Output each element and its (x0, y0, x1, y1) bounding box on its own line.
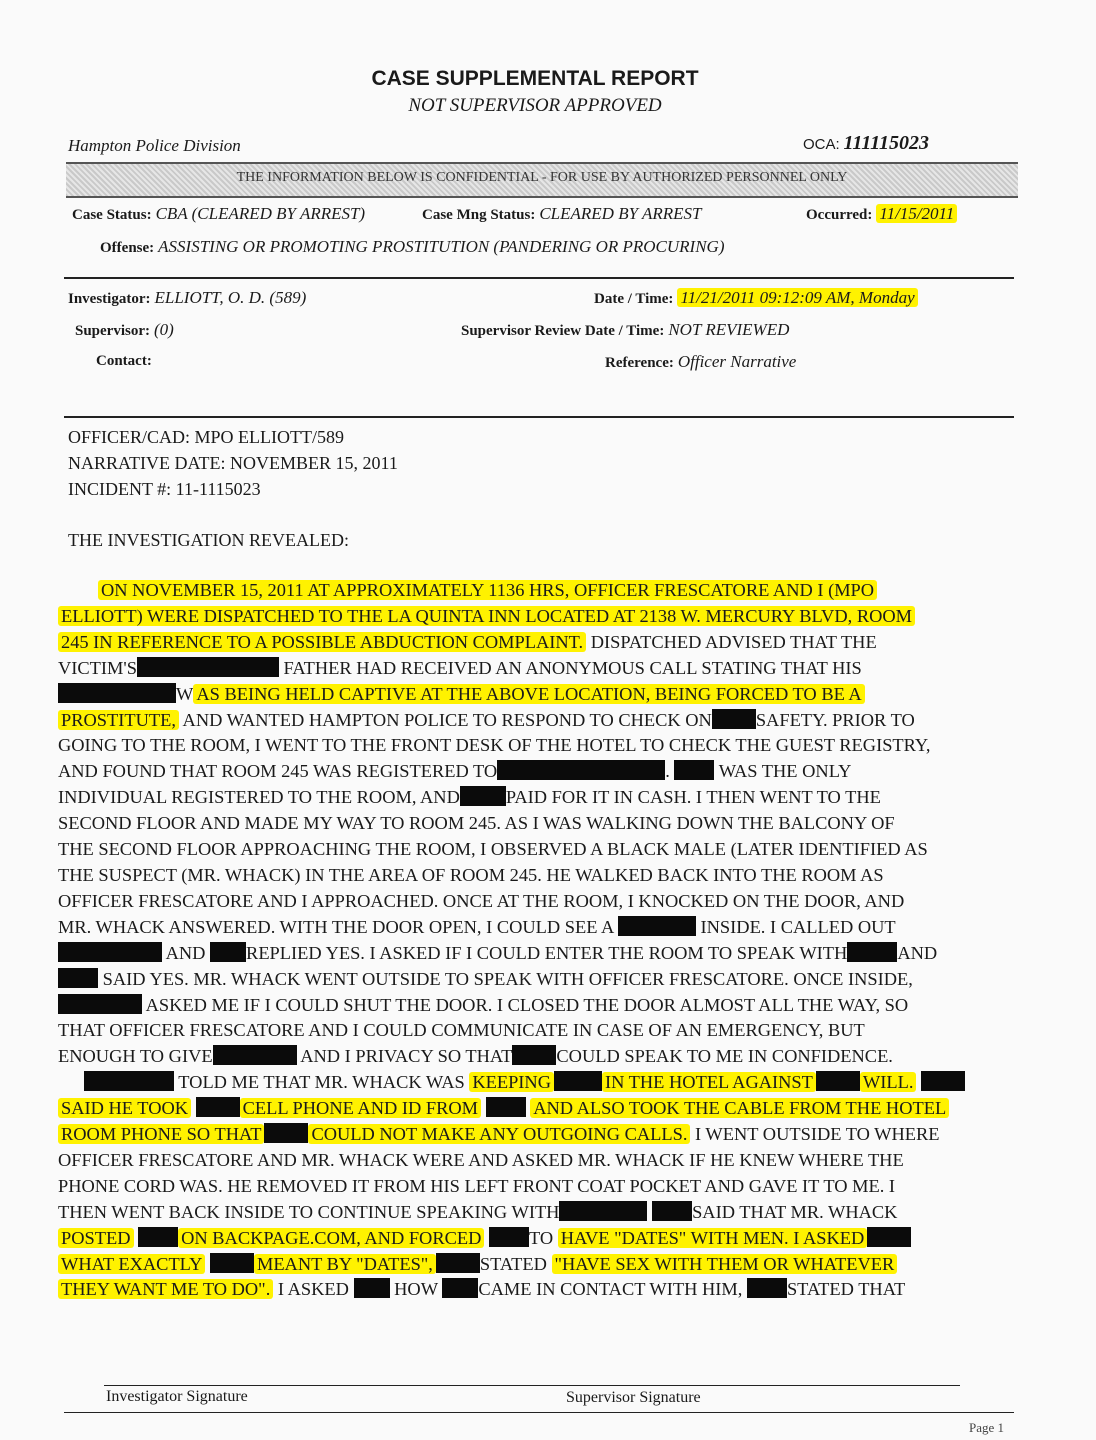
redaction-block (512, 1045, 556, 1065)
redaction-block (921, 1071, 965, 1091)
redaction-block (58, 683, 176, 703)
oca-number: OCA: 111115023 (803, 132, 930, 154)
narrative-line: GOING TO THE ROOM, I WENT TO THE FRONT DESK OF THE HOTEL TO CHECK THE GUEST REGISTRY, (58, 735, 931, 756)
narrative-line: PROSTITUTE, AND WANTED HAMPTON POLICE TO RESPOND TO CHECK ON SAFETY. PRIOR TO (58, 708, 1018, 734)
redaction-block (137, 657, 279, 677)
investigator: Investigator: ELLIOTT, O. D. (589) (68, 288, 307, 307)
redaction-block (210, 942, 246, 962)
narrative-line: MR. WHACK ANSWERED. WITH THE DOOR OPEN, I COULD SEE A INSIDE. I CALLED OUT (58, 916, 896, 937)
confidential-text: THE INFORMATION BELOW IS CONFIDENTIAL - FOR USE BY AUTHORIZED PERSONNEL ONLY (236, 170, 848, 185)
offense: Offense: ASSISTING OR PROMOTING PROSTITUTION (PANDERING OR PROCURING) (100, 237, 725, 256)
redaction-block (712, 709, 756, 729)
redaction-block (58, 942, 162, 962)
narrative-line: INDIVIDUAL REGISTERED TO THE ROOM, AND PAID FOR IT IN CASH. I THEN WENT TO THE (58, 787, 881, 808)
narrative-line: ASKED ME IF I COULD SHUT THE DOOR. I CLOSED THE DOOR ALMOST ALL THE WAY, SO (58, 993, 1018, 1019)
page-number: Page 1 (968, 1420, 1004, 1435)
redaction-block (58, 968, 98, 988)
contact: Contact: (96, 353, 152, 369)
redaction-block (213, 1045, 297, 1065)
redaction-block (554, 1071, 602, 1091)
narrative-line: TOLD ME THAT MR. WHACK WAS KEEPING IN THE HOTEL AGAINST WILL. (58, 1070, 1018, 1096)
redaction-block (264, 1123, 308, 1143)
narrative-line: PHONE CORD WAS. HE REMOVED IT FROM HIS LEFT FRONT COAT POCKET AND GAVE IT TO ME. I (58, 1175, 896, 1196)
incident-number: INCIDENT #: 11-1115023 (68, 479, 261, 499)
redaction-block (138, 1227, 178, 1247)
redaction-block (442, 1278, 478, 1298)
narrative-line: ROOM PHONE SO THAT COULD NOT MAKE ANY OUTGOING CALLS. I WENT OUTSIDE TO WHERE (58, 1122, 1018, 1148)
redaction-block (84, 1071, 174, 1091)
narrative-line: VICTIM'S FATHER HAD RECEIVED AN ANONYMOUS CALL STATING THAT HIS (58, 657, 862, 678)
narrative-line: ON NOVEMBER 15, 2011 AT APPROXIMATELY 1136 HRS, OFFICER FRESCATORE AND I (MPO (58, 578, 1018, 604)
redaction-block (747, 1278, 787, 1298)
narrative-line: WHAT EXACTLY MEANT BY "DATES", STATED "HAVE SEX WITH THEM OR WHATEVER (58, 1252, 1018, 1278)
investigation-intro: THE INVESTIGATION REVEALED: (68, 530, 349, 550)
case-mng-status: Case Mng Status: CLEARED BY ARREST (422, 204, 702, 223)
signature-line (104, 1385, 960, 1386)
narrative-line: AND REPLIED YES. I ASKED IF I COULD ENTER THE ROOM TO SPEAK WITH AND (58, 941, 1018, 967)
redaction-block (674, 760, 714, 780)
narrative-line: OFFICER FRESCATORE AND I APPROACHED. ONCE AT THE ROOM, I KNOCKED ON THE DOOR, AND (58, 890, 905, 911)
divider (64, 277, 1014, 279)
officer-cad: OFFICER/CAD: MPO ELLIOTT/589 (68, 427, 345, 447)
redaction-block (618, 916, 696, 936)
supervisor-review: Supervisor Review Date / Time: NOT REVIEWED (461, 320, 790, 339)
narrative-line: THE SUSPECT (MR. WHACK) IN THE AREA OF ROOM 245. HE WALKED BACK INTO THE ROOM AS (58, 864, 884, 885)
narrative-line: SAID YES. MR. WHACK WENT OUTSIDE TO SPEAK WITH OFFICER FRESCATORE. ONCE INSIDE, (58, 967, 1018, 993)
redaction-block (816, 1071, 860, 1091)
narrative-body (58, 578, 1018, 1303)
divider (64, 1412, 1014, 1413)
narrative-line: THE SECOND FLOOR APPROACHING THE ROOM, I OBSERVED A BLACK MALE (LATER IDENTIFIED AS (58, 839, 928, 860)
narrative-line: THAT OFFICER FRESCATORE AND I COULD COMMUNICATE IN CASE OF AN EMERGENCY, BUT (58, 1020, 865, 1041)
report-datetime: Date / Time: 11/21/2011 09:12:09 AM, Monday (594, 288, 918, 308)
report-title: CASE SUPPLEMENTAL REPORT (371, 67, 699, 90)
narrative-line: ELLIOTT) WERE DISPATCHED TO THE LA QUINTA INN LOCATED AT 2138 W. MERCURY BLVD, ROOM (58, 604, 1018, 630)
supervisor-signature-label: Supervisor Signature (566, 1389, 701, 1406)
narrative-line: ENOUGH TO GIVE AND I PRIVACY SO THAT COULD SPEAK TO ME IN CONFIDENCE. (58, 1046, 893, 1067)
redaction-block (354, 1278, 390, 1298)
report-subtitle: NOT SUPERVISOR APPROVED (408, 95, 662, 116)
redaction-block (460, 786, 506, 806)
redaction-block (867, 1227, 911, 1247)
narrative-date: NARRATIVE DATE: NOVEMBER 15, 2011 (68, 453, 398, 473)
redaction-block (486, 1097, 526, 1117)
redaction-block (489, 1227, 529, 1247)
redaction-block (497, 760, 665, 780)
investigator-signature-label: Investigator Signature (106, 1388, 248, 1405)
supervisor: Supervisor: (0) (75, 320, 174, 339)
narrative-line: POSTED ON BACKPAGE.COM, AND FORCED TO HAVE "DATES" WITH MEN. I ASKED (58, 1226, 1018, 1252)
reference: Reference: Officer Narrative (605, 352, 797, 371)
narrative-line: SAID HE TOOK CELL PHONE AND ID FROM AND ALSO TOOK THE CABLE FROM THE HOTEL (58, 1096, 1018, 1122)
redaction-block (58, 994, 142, 1014)
divider (64, 416, 1014, 418)
redaction-block (652, 1201, 692, 1221)
redaction-block (559, 1201, 647, 1221)
narrative-line: SECOND FLOOR AND MADE MY WAY TO ROOM 245. AS I WAS WALKING DOWN THE BALCONY OF (58, 813, 895, 834)
narrative-line: THEN WENT BACK INSIDE TO CONTINUE SPEAKING WITH SAID THAT MR. WHACK (58, 1201, 898, 1222)
redaction-block (847, 942, 897, 962)
narrative-line: W AS BEING HELD CAPTIVE AT THE ABOVE LOCATION, BEING FORCED TO BE A (58, 682, 1018, 708)
redaction-block (210, 1253, 254, 1273)
narrative-line: THEY WANT ME TO DO". I ASKED HOW CAME IN CONTACT WITH HIM, STATED THAT (58, 1277, 1018, 1303)
occurred-date: Occurred: 11/15/2011 (806, 204, 957, 224)
case-status: Case Status: CBA (CLEARED BY ARREST) (72, 204, 366, 223)
narrative-line: 245 IN REFERENCE TO A POSSIBLE ABDUCTION COMPLAINT. DISPATCHED ADVISED THAT THE (58, 630, 1018, 656)
redaction-block (196, 1097, 240, 1117)
narrative-line: OFFICER FRESCATORE AND MR. WHACK WERE AND ASKED MR. WHACK IF HE KNEW WHERE THE (58, 1149, 904, 1170)
narrative-line: AND FOUND THAT ROOM 245 WAS REGISTERED TO . WAS THE ONLY (58, 761, 852, 782)
agency-name: Hampton Police Division (68, 136, 241, 155)
redaction-block (436, 1253, 480, 1273)
